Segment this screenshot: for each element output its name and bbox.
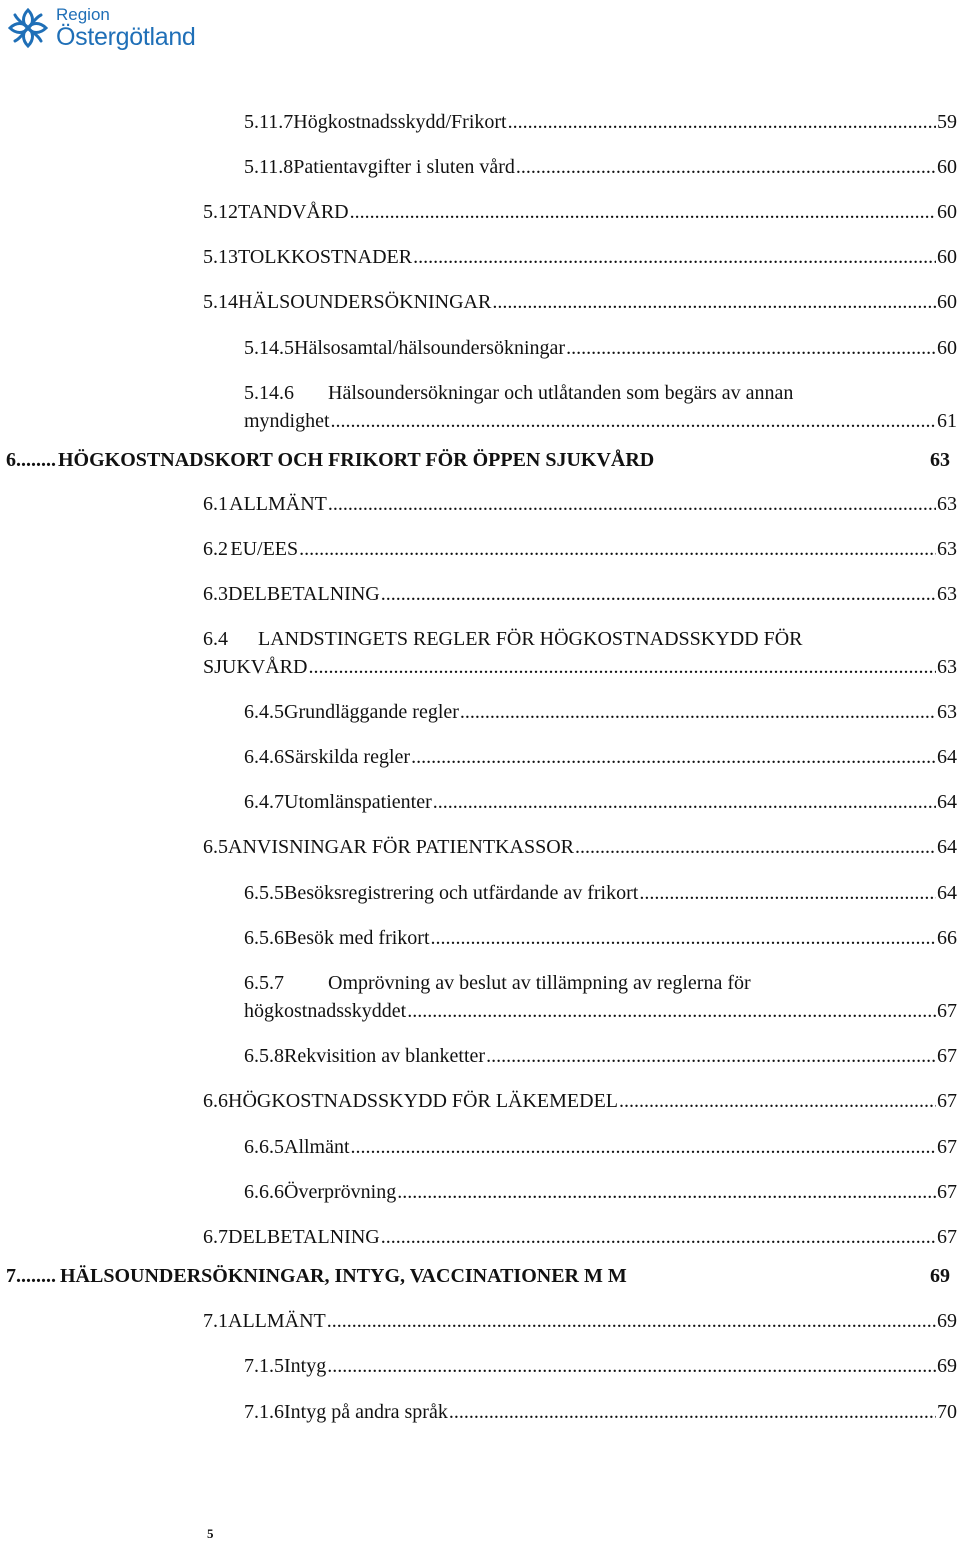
toc-page: 59 — [937, 111, 957, 133]
toc-page: 63 — [937, 583, 957, 605]
toc-entry[interactable] — [203, 625, 957, 681]
toc-title: EU/EES — [230, 538, 299, 560]
toc-leader — [327, 1352, 936, 1380]
toc-number: 6.6.6 — [244, 1181, 284, 1203]
toc-leader — [431, 924, 936, 952]
toc-number: 5.11.7 — [244, 111, 294, 133]
toc-page: 67 — [937, 1181, 957, 1203]
toc-title: TANDVÅRD — [238, 201, 349, 223]
toc-entry[interactable] — [244, 1042, 957, 1070]
toc-entry[interactable] — [244, 1398, 957, 1426]
toc-page: 67 — [937, 1045, 957, 1067]
toc-entry[interactable] — [244, 108, 957, 136]
toc-chapter-entry[interactable] — [6, 1262, 950, 1290]
toc-number: 6.2 — [203, 538, 228, 560]
toc-title-continued: SJUKVÅRD — [203, 656, 308, 678]
toc-page: 60 — [937, 337, 957, 359]
toc-title: ALLMÄNT — [228, 1310, 326, 1332]
toc-entry[interactable] — [203, 833, 957, 861]
toc-number: 5.14.6 — [244, 382, 294, 404]
toc-page: 60 — [937, 291, 957, 313]
toc-entry[interactable] — [244, 1133, 957, 1161]
toc-number: 6.5.8 — [244, 1045, 284, 1067]
toc-entry[interactable] — [203, 490, 957, 518]
toc-page: 64 — [937, 746, 957, 768]
logo-name-text: Östergötland — [56, 23, 196, 51]
toc-number: 6.4.6 — [244, 746, 284, 768]
toc-title: Allmänt — [284, 1136, 350, 1158]
toc-title: Rekvisition av blanketter — [284, 1045, 486, 1067]
toc-entry[interactable] — [244, 924, 957, 952]
toc-page: 69 — [937, 1355, 957, 1377]
toc-title: DELBETALNING — [228, 583, 380, 605]
toc-page: 70 — [937, 1401, 957, 1423]
toc-entry[interactable] — [203, 1087, 957, 1115]
toc-entry[interactable] — [203, 1223, 957, 1251]
toc-page: 60 — [937, 246, 957, 268]
toc-title: Omprövning av beslut av tillämpning av reglerna för — [328, 972, 751, 994]
toc-page: 63 — [930, 449, 950, 471]
toc-leader — [397, 1178, 936, 1206]
toc-page: 63 — [937, 493, 957, 515]
toc-number: 6.3 — [203, 583, 228, 605]
toc-title-continued: högkostnadsskyddet — [244, 1000, 407, 1022]
toc-page: 64 — [937, 882, 957, 904]
toc-leader — [411, 743, 936, 771]
toc-leader — [328, 490, 936, 518]
toc-title-continued: myndighet — [244, 410, 330, 432]
toc-entry[interactable] — [244, 879, 957, 907]
toc-number: 5.14 — [203, 291, 238, 313]
toc-number: 5.14.5 — [244, 337, 294, 359]
toc-page: 64 — [937, 791, 957, 813]
toc-entry[interactable] — [244, 153, 957, 181]
toc-title: Intyg — [284, 1355, 327, 1377]
toc-entry[interactable] — [203, 535, 957, 563]
toc-number: 6.6 — [203, 1090, 228, 1112]
toc-leader — [16, 446, 58, 474]
toc-page: 64 — [937, 836, 957, 858]
toc-number: 6.4 — [203, 628, 228, 650]
toc-number: 5.13 — [203, 246, 238, 268]
toc-title: HÖGKOSTNADSSKYDD FÖR LÄKEMEDEL — [228, 1090, 619, 1112]
toc-title: HÖGKOSTNADSKORT OCH FRIKORT FÖR ÖPPEN SJUKVÅRD — [58, 449, 655, 471]
toc-title: Utomlänspatienter — [284, 791, 432, 813]
toc-number: 6.1 — [203, 493, 228, 515]
toc-page: 61 — [937, 410, 957, 432]
toc-entry[interactable] — [244, 743, 957, 771]
toc-number: 7.1.5 — [244, 1355, 284, 1377]
toc-page: 67 — [937, 1136, 957, 1158]
toc-title: LANDSTINGETS REGLER FÖR HÖGKOSTNADSSKYDD FÖR — [258, 628, 803, 650]
toc-entry[interactable] — [244, 1178, 957, 1206]
toc-number: 6.5.6 — [244, 927, 284, 949]
toc-leader — [566, 334, 936, 362]
toc-leader — [433, 788, 936, 816]
toc-leader — [381, 580, 936, 608]
toc-page: 60 — [937, 201, 957, 223]
toc-entry[interactable] — [244, 698, 957, 726]
toc-number: 6.4.5 — [244, 701, 284, 723]
toc-page: 67 — [937, 1090, 957, 1112]
toc-leader — [575, 833, 936, 861]
toc-leader — [619, 1087, 936, 1115]
toc-title: ALLMÄNT — [229, 493, 327, 515]
toc-title: DELBETALNING — [228, 1226, 380, 1248]
toc-title: HÄLSOUNDERSÖKNINGAR — [238, 291, 492, 313]
toc-entry[interactable] — [203, 243, 957, 271]
toc-entry[interactable] — [244, 1352, 957, 1380]
toc-leader — [351, 1133, 936, 1161]
toc-leader — [407, 997, 936, 1025]
toc-title: Besöksregistrering och utfärdande av frikort — [284, 882, 639, 904]
toc-leader — [413, 243, 936, 271]
toc-entry[interactable] — [203, 580, 957, 608]
toc-leader — [486, 1042, 936, 1070]
toc-page: 60 — [937, 156, 957, 178]
toc-title: Hälsosamtal/hälsoundersökningar — [294, 337, 566, 359]
toc-leader — [381, 1223, 936, 1251]
toc-page: 63 — [937, 538, 957, 560]
toc-entry[interactable] — [244, 334, 957, 362]
toc-chapter-entry[interactable] — [6, 446, 950, 474]
toc-entry[interactable] — [244, 788, 957, 816]
toc-number: 7.1.6 — [244, 1401, 284, 1423]
toc-title: Patientavgifter i sluten vård — [293, 156, 515, 178]
toc-title: Intyg på andra språk — [284, 1401, 448, 1423]
toc-number: 7.1 — [203, 1310, 228, 1332]
toc-title: Särskilda regler — [284, 746, 411, 768]
toc-leader — [331, 407, 936, 435]
toc-page: 66 — [937, 927, 957, 949]
toc-number: 5.11.8 — [244, 156, 294, 178]
toc-title: Grundläggande regler — [284, 701, 459, 723]
toc-leader — [639, 879, 936, 907]
toc-leader — [350, 198, 936, 226]
toc-leader — [16, 1262, 60, 1290]
toc-leader — [308, 653, 936, 681]
toc-page: 67 — [937, 1226, 957, 1248]
toc-page: 63 — [937, 656, 957, 678]
toc-number: 6.4.7 — [244, 791, 284, 813]
toc-number: 7 — [6, 1265, 16, 1287]
toc-page: 69 — [930, 1265, 950, 1287]
toc-title: HÄLSOUNDERSÖKNINGAR, INTYG, VACCINATIONER M M — [60, 1265, 627, 1287]
toc-leader — [516, 153, 936, 181]
toc-title: Högkostnadsskydd/Frikort — [293, 111, 507, 133]
toc-leader — [508, 108, 936, 136]
toc-leader — [449, 1398, 936, 1426]
toc-page: 69 — [937, 1310, 957, 1332]
toc-page: 63 — [937, 701, 957, 723]
toc-number: 6.5 — [203, 836, 228, 858]
toc-title: Överprövning — [284, 1181, 397, 1203]
toc-title: TOLKKOSTNADER — [238, 246, 413, 268]
toc-number: 6.5.7 — [244, 972, 284, 994]
toc-entry[interactable] — [203, 198, 957, 226]
toc-entry[interactable] — [244, 379, 957, 435]
toc-title: Besök med frikort — [284, 927, 430, 949]
toc-number: 6.7 — [203, 1226, 228, 1248]
toc-number: 6.6.5 — [244, 1136, 284, 1158]
toc-title: Hälsoundersökningar och utlåtanden som begärs av annan — [328, 382, 794, 404]
toc-entry[interactable] — [203, 1307, 957, 1335]
logo-region-text: Region — [56, 5, 110, 24]
toc-entry[interactable] — [244, 969, 957, 1025]
toc-page: 67 — [937, 1000, 957, 1022]
toc-number: 6 — [6, 449, 16, 471]
toc-leader — [492, 288, 936, 316]
toc-entry[interactable] — [203, 288, 957, 316]
toc-title: ANVISNINGAR FÖR PATIENTKASSOR — [228, 836, 574, 858]
toc-number: 6.5.5 — [244, 882, 284, 904]
page-number: 5 — [207, 1526, 214, 1541]
toc-number: 5.12 — [203, 201, 238, 223]
toc-leader — [327, 1307, 936, 1335]
toc-leader — [299, 535, 936, 563]
toc-leader — [460, 698, 936, 726]
